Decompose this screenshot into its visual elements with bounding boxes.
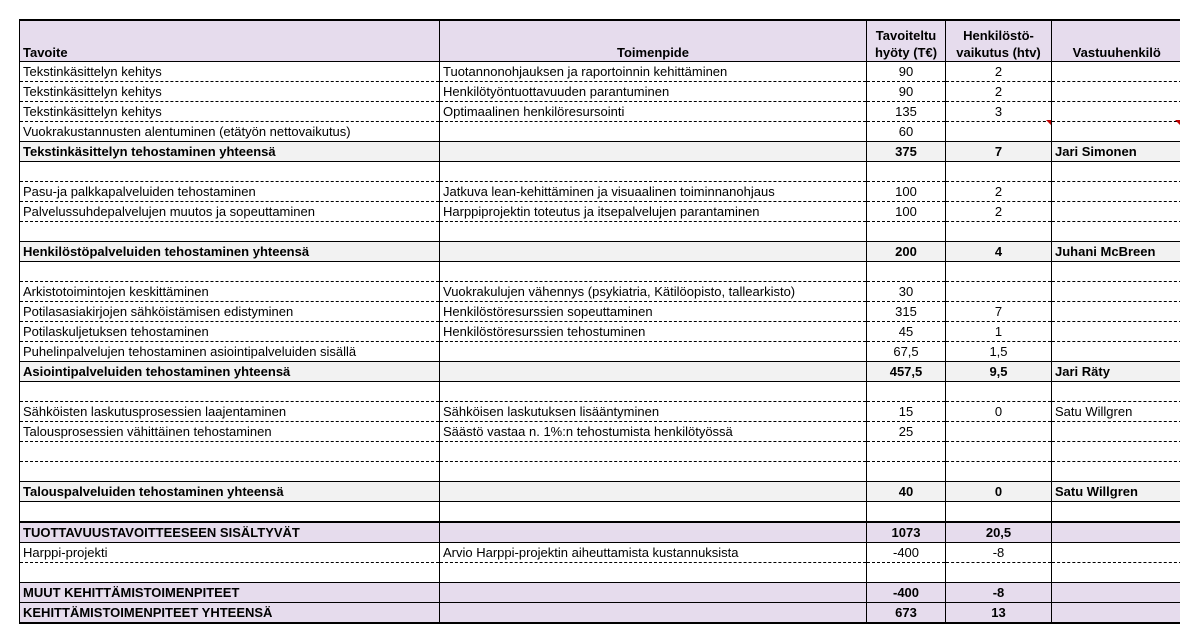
cell-staff[interactable] <box>946 122 1052 142</box>
cell-action[interactable] <box>440 142 867 162</box>
cell-owner[interactable] <box>1052 162 1180 182</box>
cell-benefit[interactable]: 25 <box>867 422 946 442</box>
table-row <box>20 82 1180 102</box>
table-row <box>20 382 1180 402</box>
table-row <box>20 603 1180 624</box>
cell-staff[interactable] <box>946 462 1052 482</box>
comment-marker[interactable] <box>1046 120 1051 125</box>
table-row <box>20 522 1180 543</box>
cell-action[interactable] <box>440 482 867 502</box>
cell-owner[interactable] <box>1052 422 1180 442</box>
cell-staff[interactable] <box>946 222 1052 242</box>
cell-owner[interactable]: Jari Räty <box>1052 362 1180 382</box>
cell-owner[interactable] <box>1052 442 1180 462</box>
table-row <box>20 222 1180 242</box>
spreadsheet <box>19 19 1180 631</box>
cell-owner[interactable] <box>1052 122 1180 142</box>
cell-goal[interactable]: Tekstinkäsittelyn kehitys <box>20 102 440 122</box>
header-benefit-line2: hyöty (T€) <box>874 45 938 60</box>
cell-staff[interactable]: 0 <box>946 482 1052 502</box>
header-benefit-line1: Tavoiteltu <box>875 28 937 43</box>
cell-benefit[interactable]: 315 <box>867 302 946 322</box>
table-row <box>20 262 1180 282</box>
cell-owner[interactable] <box>1052 603 1180 624</box>
table-row <box>20 282 1180 302</box>
cell-staff[interactable]: 7 <box>946 142 1052 162</box>
cell-owner[interactable] <box>1052 462 1180 482</box>
cell-owner[interactable] <box>1052 182 1180 202</box>
cell-benefit[interactable]: 30 <box>867 282 946 302</box>
cell-owner[interactable] <box>1052 502 1180 523</box>
cell-staff[interactable]: 0 <box>946 402 1052 422</box>
cell-goal[interactable]: Tekstinkäsittelyn kehitys <box>20 62 440 82</box>
cell-staff[interactable]: 4 <box>946 242 1052 262</box>
cell-owner[interactable] <box>1052 222 1180 242</box>
cell-owner[interactable] <box>1052 202 1180 222</box>
cell-action[interactable] <box>440 462 867 482</box>
cell-action[interactable]: Henkilöstöresurssien tehostuminen <box>440 322 867 342</box>
cell-goal[interactable] <box>20 382 440 402</box>
table-row <box>20 202 1180 222</box>
cell-goal[interactable]: Tekstinkäsittelyn tehostaminen yhteensä <box>20 142 440 162</box>
cell-benefit[interactable] <box>867 162 946 182</box>
cell-goal[interactable]: Talousprosessien vähittäinen tehostaminen <box>20 422 440 442</box>
cell-staff[interactable]: 2 <box>946 202 1052 222</box>
table-row <box>20 482 1180 502</box>
cell-benefit[interactable] <box>867 382 946 402</box>
table-body <box>20 20 1180 623</box>
cell-staff[interactable]: -8 <box>946 543 1052 563</box>
table-row <box>20 142 1180 162</box>
cell-owner[interactable]: Satu Willgren <box>1052 482 1180 502</box>
cell-benefit[interactable]: -400 <box>867 543 946 563</box>
header-owner[interactable]: Vastuuhenkilö <box>1052 20 1180 62</box>
cell-owner[interactable] <box>1052 62 1180 82</box>
cell-goal[interactable]: TUOTTAVUUSTAVOITTEESEEN SISÄLTYVÄT <box>20 522 440 543</box>
cell-benefit[interactable]: 100 <box>867 182 946 202</box>
cell-goal[interactable]: Sähköisten laskutusprosessien laajentaminen <box>20 402 440 422</box>
cell-owner[interactable] <box>1052 102 1180 122</box>
cell-staff[interactable]: 2 <box>946 82 1052 102</box>
table-row <box>20 362 1180 382</box>
cell-benefit[interactable]: 135 <box>867 102 946 122</box>
cell-action[interactable] <box>440 342 867 362</box>
cell-owner[interactable] <box>1052 262 1180 282</box>
table-row <box>20 583 1180 603</box>
cell-benefit[interactable]: 90 <box>867 82 946 102</box>
cell-benefit[interactable] <box>867 502 946 523</box>
header-row <box>20 20 1180 62</box>
cell-action[interactable]: Henkilötyöntuottavuuden parantuminen <box>440 82 867 102</box>
cell-staff[interactable] <box>946 442 1052 462</box>
cell-benefit[interactable]: 45 <box>867 322 946 342</box>
cell-staff[interactable] <box>946 422 1052 442</box>
cell-goal[interactable]: Tekstinkäsittelyn kehitys <box>20 82 440 102</box>
cell-action[interactable]: Harppiprojektin toteutus ja itsepalvelujen parantaminen <box>440 202 867 222</box>
cell-action[interactable] <box>440 122 867 142</box>
cell-action[interactable] <box>440 382 867 402</box>
cell-staff[interactable]: -8 <box>946 583 1052 603</box>
cell-action[interactable] <box>440 603 867 624</box>
cell-action[interactable]: Tuotannonohjauksen ja raportoinnin kehittäminen <box>440 62 867 82</box>
table-row <box>20 462 1180 482</box>
cell-benefit[interactable]: 673 <box>867 603 946 624</box>
header-staff[interactable] <box>946 20 1052 62</box>
cell-staff[interactable]: 2 <box>946 182 1052 202</box>
cell-action[interactable]: Optimaalinen henkilöresursointi <box>440 102 867 122</box>
cell-benefit[interactable] <box>867 262 946 282</box>
cell-goal[interactable]: Potilasasiakirjojen sähköistämisen edistyminen <box>20 302 440 322</box>
header-goal[interactable]: Tavoite <box>20 20 440 62</box>
cell-action[interactable]: Arvio Harppi-projektin aiheuttamista kustannuksista <box>440 543 867 563</box>
cell-action[interactable] <box>440 222 867 242</box>
cell-action[interactable]: Jatkuva lean-kehittäminen ja visuaalinen toiminnanohjaus <box>440 182 867 202</box>
table-row <box>20 422 1180 442</box>
cell-action[interactable] <box>440 442 867 462</box>
cell-benefit[interactable]: 1073 <box>867 522 946 543</box>
cell-staff[interactable] <box>946 382 1052 402</box>
table-row <box>20 402 1180 422</box>
cell-action[interactable] <box>440 262 867 282</box>
table-row <box>20 543 1180 563</box>
cell-staff[interactable]: 1 <box>946 322 1052 342</box>
cell-goal[interactable]: Potilaskuljetuksen tehostaminen <box>20 322 440 342</box>
table-row <box>20 242 1180 262</box>
cell-goal[interactable]: Harppi-projekti <box>20 543 440 563</box>
cell-owner[interactable] <box>1052 583 1180 603</box>
cell-owner[interactable] <box>1052 322 1180 342</box>
cell-benefit[interactable]: 100 <box>867 202 946 222</box>
cell-benefit[interactable] <box>867 442 946 462</box>
cell-benefit[interactable]: 375 <box>867 142 946 162</box>
cell-action[interactable] <box>440 583 867 603</box>
cell-action[interactable] <box>440 242 867 262</box>
cell-action[interactable] <box>440 502 867 523</box>
cell-benefit[interactable]: 40 <box>867 482 946 502</box>
cell-staff[interactable] <box>946 262 1052 282</box>
table-row <box>20 162 1180 182</box>
cell-goal[interactable] <box>20 502 440 523</box>
cell-owner[interactable] <box>1052 563 1180 583</box>
cell-staff[interactable] <box>946 282 1052 302</box>
cell-goal[interactable]: Puhelinpalvelujen tehostaminen asiointipalveluiden sisällä <box>20 342 440 362</box>
cell-staff[interactable] <box>946 502 1052 523</box>
cell-benefit[interactable]: 90 <box>867 62 946 82</box>
table-row <box>20 342 1180 362</box>
cell-action[interactable] <box>440 563 867 583</box>
table-row <box>20 563 1180 583</box>
cell-owner[interactable] <box>1052 382 1180 402</box>
cell-benefit[interactable] <box>867 222 946 242</box>
cell-goal[interactable] <box>20 162 440 182</box>
cell-benefit[interactable]: -400 <box>867 583 946 603</box>
cell-action[interactable] <box>440 362 867 382</box>
table-row <box>20 122 1180 142</box>
cell-owner[interactable]: Jari Simonen <box>1052 142 1180 162</box>
cell-goal[interactable]: Palvelussuhdepalvelujen muutos ja sopeuttaminen <box>20 202 440 222</box>
cell-staff[interactable]: 7 <box>946 302 1052 322</box>
header-benefit[interactable] <box>867 20 946 62</box>
cell-staff[interactable]: 9,5 <box>946 362 1052 382</box>
cell-benefit[interactable]: 200 <box>867 242 946 262</box>
cell-goal[interactable]: Talouspalveluiden tehostaminen yhteensä <box>20 482 440 502</box>
cell-benefit[interactable]: 15 <box>867 402 946 422</box>
cell-staff[interactable]: 3 <box>946 102 1052 122</box>
cell-benefit[interactable] <box>867 462 946 482</box>
cell-goal[interactable] <box>20 563 440 583</box>
cell-goal[interactable]: Vuokrakustannusten alentuminen (etätyön nettovaikutus) <box>20 122 440 142</box>
cell-benefit[interactable] <box>867 563 946 583</box>
cell-staff[interactable] <box>946 563 1052 583</box>
cell-action[interactable] <box>440 522 867 543</box>
cell-owner[interactable] <box>1052 82 1180 102</box>
cell-goal[interactable]: MUUT KEHITTÄMISTOIMENPITEET <box>20 583 440 603</box>
cell-owner[interactable] <box>1052 282 1180 302</box>
cell-action[interactable]: Vuokrakulujen vähennys (psykiatria, Kätilöopisto, tallearkisto) <box>440 282 867 302</box>
table-row <box>20 322 1180 342</box>
header-staff-line1: Henkilöstö- <box>963 28 1034 43</box>
cell-action[interactable]: Sähköisen laskutuksen lisääntyminen <box>440 402 867 422</box>
table-row <box>20 502 1180 523</box>
table-row <box>20 442 1180 462</box>
cell-owner[interactable] <box>1052 522 1180 543</box>
cell-benefit[interactable]: 67,5 <box>867 342 946 362</box>
cell-goal[interactable] <box>20 442 440 462</box>
cell-staff[interactable]: 1,5 <box>946 342 1052 362</box>
comment-marker[interactable] <box>1175 120 1180 125</box>
cell-staff[interactable]: 13 <box>946 603 1052 624</box>
table-row <box>20 182 1180 202</box>
cell-action[interactable]: Säästö vastaa n. 1%:n tehostumista henkilötyössä <box>440 422 867 442</box>
cell-goal[interactable]: Asiointipalveluiden tehostaminen yhteensä <box>20 362 440 382</box>
cell-goal[interactable]: Henkilöstöpalveluiden tehostaminen yhteensä <box>20 242 440 262</box>
cell-owner[interactable]: Satu Willgren <box>1052 402 1180 422</box>
table-row <box>20 62 1180 82</box>
cell-owner[interactable] <box>1052 543 1180 563</box>
cell-staff[interactable]: 20,5 <box>946 522 1052 543</box>
header-staff-line2: vaikutus (htv) <box>956 45 1041 60</box>
cell-action[interactable]: Henkilöstöresurssien sopeuttaminen <box>440 302 867 322</box>
cell-goal[interactable] <box>20 262 440 282</box>
cell-benefit[interactable]: 457,5 <box>867 362 946 382</box>
cell-staff[interactable] <box>946 162 1052 182</box>
cell-benefit[interactable]: 60 <box>867 122 946 142</box>
cell-goal[interactable] <box>20 462 440 482</box>
cell-goal[interactable]: Arkistotoimintojen keskittäminen <box>20 282 440 302</box>
cell-goal[interactable] <box>20 222 440 242</box>
table-row <box>20 102 1180 122</box>
table-row <box>20 302 1180 322</box>
cell-staff[interactable]: 2 <box>946 62 1052 82</box>
cell-goal[interactable]: Pasu-ja palkkapalveluiden tehostaminen <box>20 182 440 202</box>
header-action[interactable]: Toimenpide <box>440 20 867 62</box>
development-table <box>19 19 1180 624</box>
cell-owner[interactable] <box>1052 342 1180 362</box>
cell-action[interactable] <box>440 162 867 182</box>
cell-goal[interactable]: KEHITTÄMISTOIMENPITEET YHTEENSÄ <box>20 603 440 624</box>
cell-owner[interactable]: Juhani McBreen <box>1052 242 1180 262</box>
cell-owner[interactable] <box>1052 302 1180 322</box>
